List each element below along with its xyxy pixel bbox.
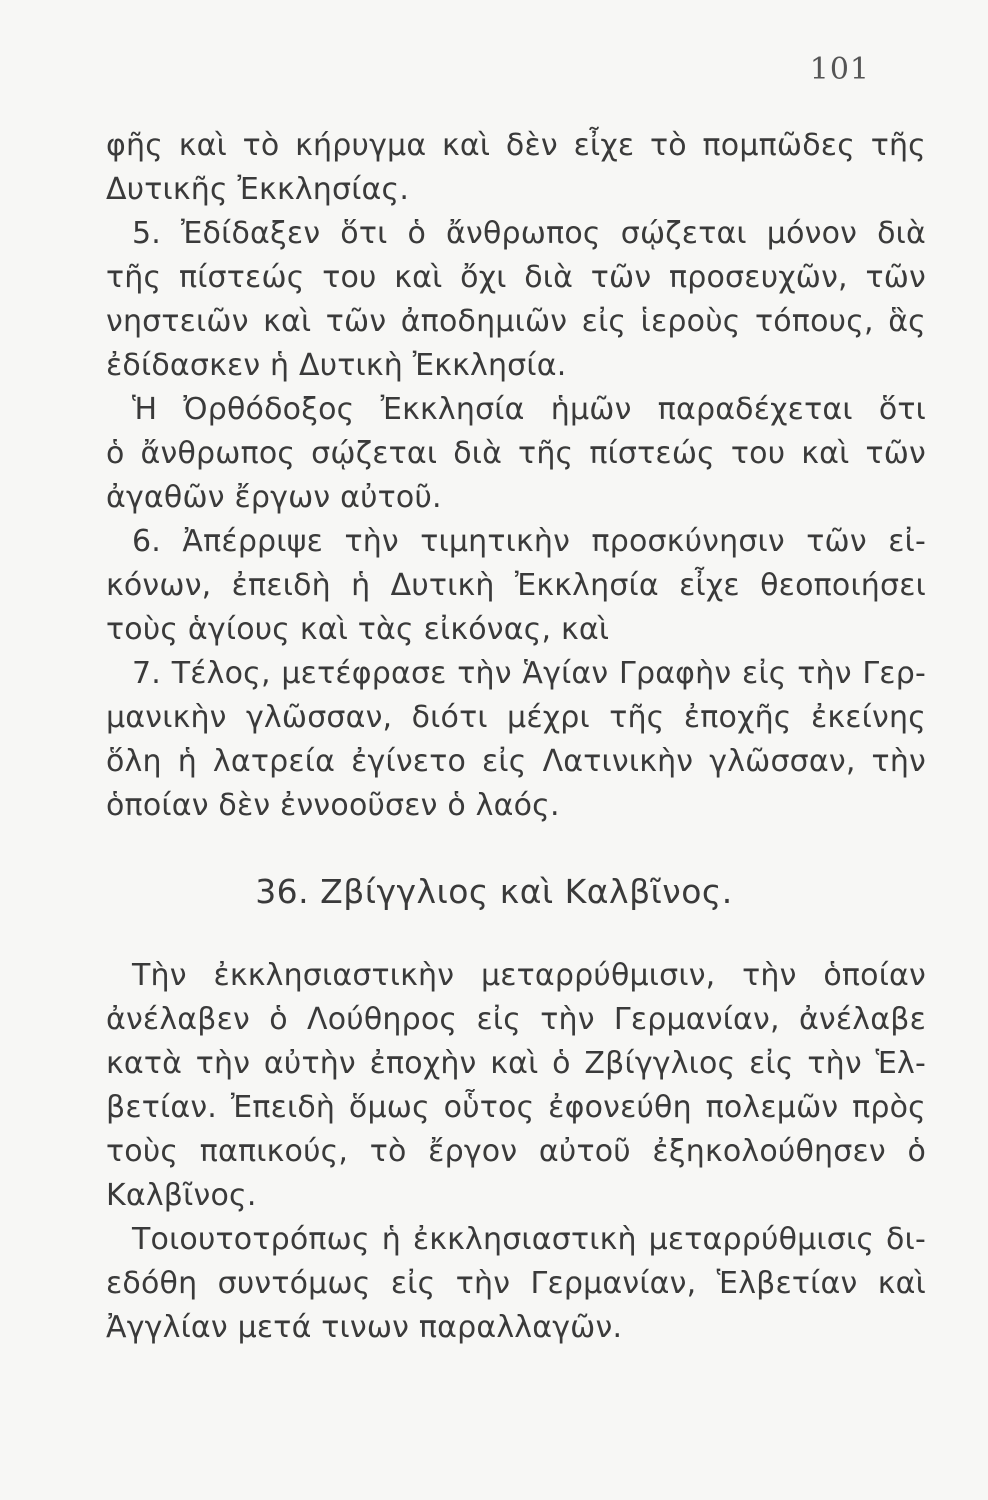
text-line: ἀγαθῶν ἔργων αὐτοῦ.	[106, 480, 442, 515]
text-line: Ἡ Ὀρθόδοξος Ἐκκλησία ἡμῶν παραδέχεται ὅτι	[132, 392, 926, 427]
text-line: 5. Ἐδίδαξεν ὅτι ὁ ἄνθρωπος σῴζεται μόνον διὰ	[132, 216, 926, 251]
text-line: φῆς καὶ τὸ κήρυγμα καὶ δὲν εἶχε τὸ πομπῶδες τῆς	[106, 128, 926, 163]
text-line: Ἀγγλίαν μετά τινων παραλλαγῶν.	[106, 1310, 623, 1345]
text-line: τῆς πίστεώς του καὶ ὄχι διὰ τῶν προσευχῶν, τῶν	[106, 260, 926, 295]
text-line: ὅλη ἡ λατρεία ἐγίνετο εἰς Λατινικὴν γλῶσσαν, τὴν	[106, 744, 926, 779]
text-line: τοὺς ἁγίους καὶ τὰς εἰκόνας, καὶ	[106, 612, 610, 647]
text-line: ἐδίδασκεν ἡ Δυτικὴ Ἐκκλησία.	[106, 348, 567, 383]
text-line: ὁ ἄνθρωπος σῴζεται διὰ τῆς πίστεώς του καὶ τῶν	[106, 436, 926, 471]
text-line: ὁποίαν δὲν ἐννοοῦσεν ὁ λαός.	[106, 788, 560, 823]
text-line: Δυτικῆς Ἐκκλησίας.	[106, 172, 410, 207]
text-line: 6. Ἀπέρριψε τὴν τιμητικὴν προσκύνησιν τῶν εἰ-	[132, 524, 926, 559]
text-line: τοὺς παπικούς, τὸ ἔργον αὐτοῦ ἐξηκολούθησεν ὁ	[106, 1134, 926, 1169]
text-line: βετίαν. Ἐπειδὴ ὅμως οὗτος ἐφονεύθη πολεμῶν πρὸς	[106, 1090, 926, 1125]
page-number: 101	[809, 52, 870, 87]
text-line: Καλβῖνος.	[106, 1178, 257, 1213]
text-line: νηστειῶν καὶ τῶν ἀποδημιῶν εἰς ἱεροὺς τόπους, ἃς	[106, 304, 926, 339]
text-line: 7. Τέλος, μετέφρασε τὴν Ἁγίαν Γραφὴν εἰς τὴν Γερ-	[132, 656, 926, 691]
text-line: κόνων, ἐπειδὴ ἡ Δυτικὴ Ἐκκλησία εἶχε θεοποιήσει	[106, 568, 926, 603]
text-line: κατὰ τὴν αὐτὴν ἐποχὴν καὶ ὁ Ζβίγγλιος εἰς τὴν Ἑλ-	[106, 1046, 926, 1081]
text-line: εδόθη συντόμως εἰς τὴν Γερμανίαν, Ἑλβετίαν καὶ	[106, 1266, 926, 1301]
text-line: ἀνέλαβεν ὁ Λούθηρος εἰς τὴν Γερμανίαν, ἀνέλαβε	[106, 1002, 926, 1037]
text-line: μανικὴν γλῶσσαν, διότι μέχρι τῆς ἐποχῆς ἐκείνης	[106, 700, 926, 735]
section-heading: 36. Ζβίγγλιος καὶ Καλβῖνος.	[255, 872, 733, 911]
text-line: Τὴν ἐκκλησιαστικὴν μεταρρύθμισιν, τὴν ὁποίαν	[132, 958, 926, 993]
text-line: Τοιουτοτρόπως ἡ ἐκκλησιαστικὴ μεταρρύθμισις δι-	[132, 1222, 926, 1257]
